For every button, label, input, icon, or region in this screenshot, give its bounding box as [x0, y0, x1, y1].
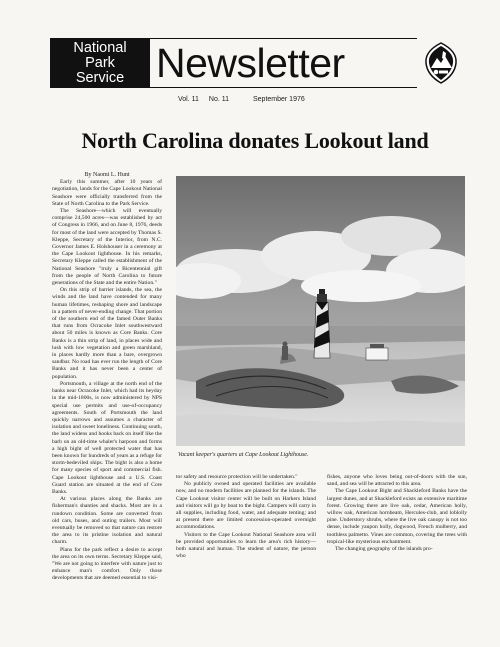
photo-caption: Vacant keeper's quarters at Cape Lookout Lighthouse.	[178, 452, 309, 458]
paragraph: The changing geography of the islands pro-	[335, 546, 433, 553]
issue-date: September 1976	[253, 96, 305, 103]
paragraph: At various places along the Banks are fisherman's shanties and shacks. Most are in a rundown condition. Some are converted from old cars, buses, and outing trailers. Most will eventually be removed so that nature can restore the area to its pristine isolation and natural charm.	[52, 496, 162, 546]
paragraph: Early this summer, after 10 years of negotiation, lands for the Cape Lookout National Seashore were officially transferred from the State of North Carolina to the Park Service.	[52, 179, 162, 207]
paragraph: The Cape Lookout Bight and Shackleford Banks have the largest dunes, and at Shackleford exists an extensive maritime forest. Growing there are live oak, cedar, American holly, willow oak, American hornbeam, Hercules-club, and loblolly pine. Understory shrubs, where the live oak canopy is not too dense, include yaupon holly, dogwood, French mulberry, and toothless palmetto. Vines are common, covering the trees with tropical-like mysterious enchantment.	[327, 488, 467, 545]
agency-line: Park	[85, 54, 115, 71]
agency-line: Service	[75, 69, 125, 86]
agency-line: National	[73, 39, 127, 56]
paragraph: Visitors to the Cape Lookout National Seashore area will be provided opportunities to learn the area's rich history—both natural and human. The student of nature, the person who	[176, 531, 316, 560]
lighthouse-photo	[176, 176, 465, 446]
paragraph: The Seashore—which will eventually comprise 24,500 acres—was established by act of Congress in 1966, and on June 8, 1976, deeds for most of the land were accepted by Thomas S. Kleppe, Secretary of the Interior, from N.C. Governor James E. Holshouser in a ceremony at the Cape Lookout lighthouse. In his remarks, Secretary Kleppe called the establishment of the National Seashore "truly a Bicentennial gift from the people of North Carolina to future generations of the State and the entire Nation."	[52, 208, 162, 287]
article-column-1	[52, 172, 162, 583]
byline: By Naomi L. Hunt	[84, 172, 130, 178]
masthead	[50, 38, 465, 88]
arrowhead-emblem-icon	[417, 38, 465, 88]
issue-line	[178, 96, 305, 103]
paragraph: Plans for the park reflect a desire to accept the area on its own terms. Secretary Kleppe said, "We are not going to interfere with nature just to enhance man's comfort. Only those developments that are deemed essential to visi-	[52, 546, 162, 582]
paragraph: No publicly owned and operated facilities are available now, and no modern facilities are planned for the islands. The Cape Lookout visitor center will be built on Harkers Island and visitors will go by boat to the bight. Campers will carry in all supplies, including food, water, and adequate tenting; and at present there are limited concession-operated overnight accommodations.	[176, 481, 316, 531]
paragraph: Portsmouth, a village at the north end of the banks near Ocracoke Inlet, which had its heyday in the mid-1800s, is now administered by NPS special use permits and use-of-occupancy agreements. South of Portsmouth the land quickly narrows and assumes a character of isolation and sweet loneliness. Continuing south, the land widens and hooks back on itself like the barb on an old-time whaler's harpoon and forms a high bight of well protected water that has been known for hundreds of years as a refuge for storm-bedeviled ships. The bight is also a home for many species of sport and commercial fish. Cape Lookout lighthouse and a U.S. Coast Guard station are situated at the end of Core Banks.	[52, 380, 162, 495]
newsletter-title: Newsletter	[156, 39, 345, 86]
article-column-2	[176, 474, 316, 560]
agency-block	[50, 38, 150, 88]
paragraph: tor safety and resource protection will be undertaken."	[176, 474, 298, 480]
number: No. 11	[208, 96, 229, 103]
title-box	[150, 38, 417, 88]
volume: Vol. 11	[178, 96, 199, 103]
paragraph: fishes, anyone who loves being out-of-doors with the sun, sand, and sea will be attracted to this area.	[327, 474, 467, 488]
headline: North Carolina donates Lookout land	[81, 128, 429, 153]
paragraph: On this strip of barrier islands, the sea, the winds and the land have contended for many human lifetimes, reshaping shore and landscape in a pattern of never-ending change. That portion of the southern end of the famed Outer Banks that runs from Ocracoke Inlet southwestward about 50 miles is known as Core Banks. Core Banks is a thin strip of land, in places wide and lush with low vegetation and green marshland, in places hardly more than a bare, overgrown sandbar. No road has ever run the length of Core Banks and it has never been a center of population.	[52, 287, 162, 380]
article-column-3	[327, 474, 467, 553]
